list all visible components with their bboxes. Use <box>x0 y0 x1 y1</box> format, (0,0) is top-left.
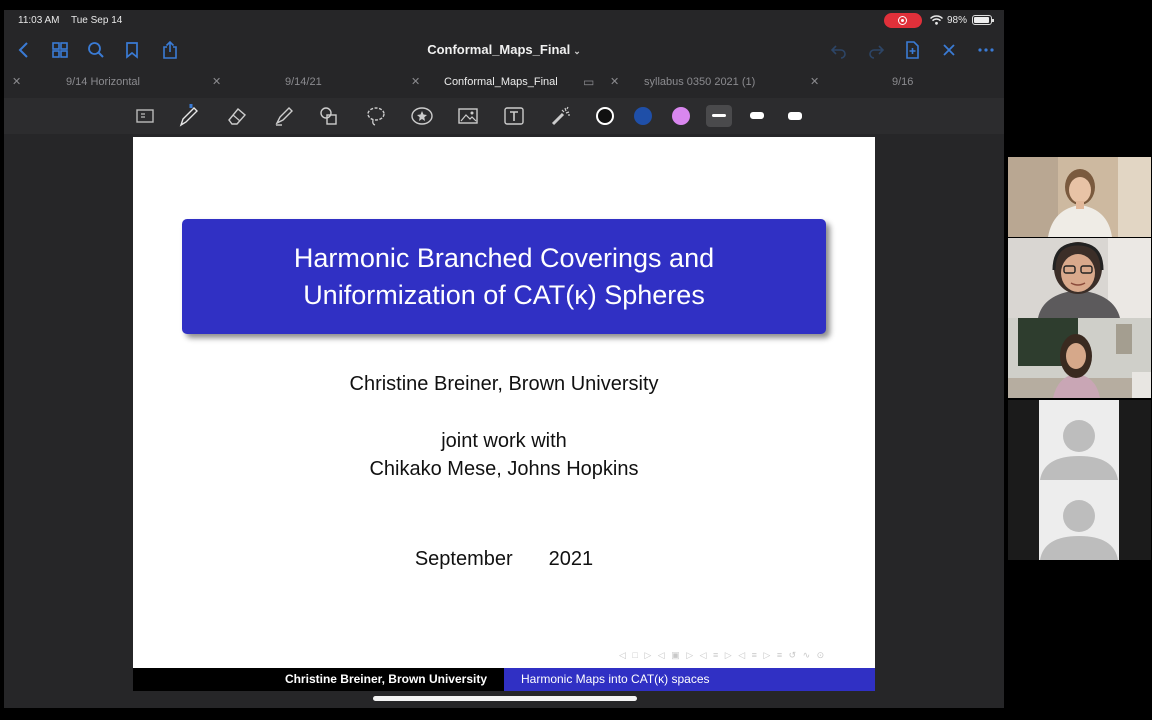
battery-icon <box>972 15 992 25</box>
battery-percentage: 98% <box>947 15 968 26</box>
participant-2-video[interactable] <box>1008 238 1151 318</box>
pen-icon[interactable] <box>177 104 201 128</box>
status-bar <box>4 10 1004 32</box>
participant-4-avatar[interactable] <box>1008 400 1151 480</box>
ipad-app-window <box>4 10 1004 708</box>
tab-label: 9/14 Horizontal <box>66 76 140 88</box>
highlighter-icon[interactable] <box>272 104 296 128</box>
footer-author: Christine Breiner, Brown University <box>133 668 504 691</box>
participant-5-avatar[interactable] <box>1008 480 1151 560</box>
slide-title-line-1: Harmonic Branched Coverings and <box>293 243 715 273</box>
add-page-icon[interactable] <box>902 40 922 60</box>
tab-conformal-maps-final[interactable] <box>411 72 620 94</box>
slide-date-year: 2021 <box>548 548 594 570</box>
tab-label: Conformal_Maps_Final <box>444 76 558 88</box>
tab-9-16[interactable] <box>892 72 952 94</box>
beamer-navigation-icons[interactable]: ◁ □ ▷ ◁ ▣ ▷ ◁ ≡ ▷ ◁ ≡ ▷ ≡ ↺ ∿ ⊙ <box>619 650 827 660</box>
lasso-icon[interactable] <box>364 104 388 128</box>
slide-joint-work: joint work with <box>441 430 567 452</box>
slide-title-box <box>182 219 826 334</box>
slide-coauthor: Chikako Mese, Johns Hopkins <box>369 458 639 480</box>
stroke-thick-button[interactable] <box>782 105 808 127</box>
redo-icon[interactable] <box>866 40 886 60</box>
tab-close-icon[interactable]: ✕ <box>411 76 421 88</box>
slide-date <box>133 548 875 571</box>
document-title-text: Conformal_Maps_Final <box>427 42 571 57</box>
tab-9-14-horizontal[interactable] <box>12 72 222 94</box>
laser-pointer-icon[interactable] <box>549 104 573 128</box>
participant-1-video[interactable] <box>1008 157 1151 237</box>
stroke-medium-button[interactable] <box>744 105 770 127</box>
color-black-swatch[interactable] <box>596 107 614 125</box>
split-view-icon[interactable]: ▭ <box>583 75 595 89</box>
status-time: 11:03 AM <box>18 15 60 26</box>
close-icon[interactable] <box>939 40 959 60</box>
record-icon <box>898 16 907 25</box>
shapes-icon[interactable] <box>317 104 341 128</box>
participant-3-video[interactable] <box>1008 318 1151 398</box>
annotation-toolbar <box>4 98 1004 134</box>
tab-bar <box>4 72 1004 94</box>
eraser-icon[interactable] <box>225 104 249 128</box>
tab-syllabus[interactable] <box>644 72 824 94</box>
footer-talk-title: Harmonic Maps into CAT(κ) spaces <box>504 668 875 691</box>
tab-close-icon[interactable]: ✕ <box>810 76 820 88</box>
more-icon[interactable] <box>976 40 996 60</box>
tab-9-14-21[interactable] <box>285 72 365 94</box>
slide-footer <box>133 668 875 691</box>
stroke-thin-button[interactable] <box>706 105 732 127</box>
sticker-icon[interactable] <box>410 104 434 128</box>
color-purple-swatch[interactable] <box>672 107 690 125</box>
undo-icon[interactable] <box>829 40 849 60</box>
tab-label: syllabus 0350 2021 (1) <box>644 76 756 88</box>
tab-close-icon[interactable]: ✕ <box>610 76 620 88</box>
home-indicator[interactable] <box>373 696 637 701</box>
navigation-bar <box>4 32 1004 68</box>
chevron-down-icon: ⌄ <box>573 46 581 56</box>
slide-date-month: September <box>414 548 513 570</box>
document-title[interactable] <box>4 42 1004 57</box>
image-icon[interactable] <box>456 104 480 128</box>
slide-page[interactable] <box>133 137 875 691</box>
slide-author: Christine Breiner, Brown University <box>349 373 659 395</box>
tab-label: 9/16 <box>892 76 914 88</box>
slide-title-line-2: Uniformization of CAT(κ) Spheres <box>303 280 705 310</box>
tab-close-icon[interactable]: ✕ <box>212 76 222 88</box>
status-date: Tue Sep 14 <box>71 15 123 26</box>
text-icon[interactable] <box>502 104 526 128</box>
color-blue-swatch[interactable] <box>634 107 652 125</box>
tab-close-icon[interactable]: ✕ <box>12 76 22 88</box>
reader-icon[interactable] <box>133 104 157 128</box>
wifi-icon <box>930 15 943 25</box>
screen-record-indicator[interactable] <box>884 13 922 28</box>
tab-label: 9/14/21 <box>285 76 322 88</box>
